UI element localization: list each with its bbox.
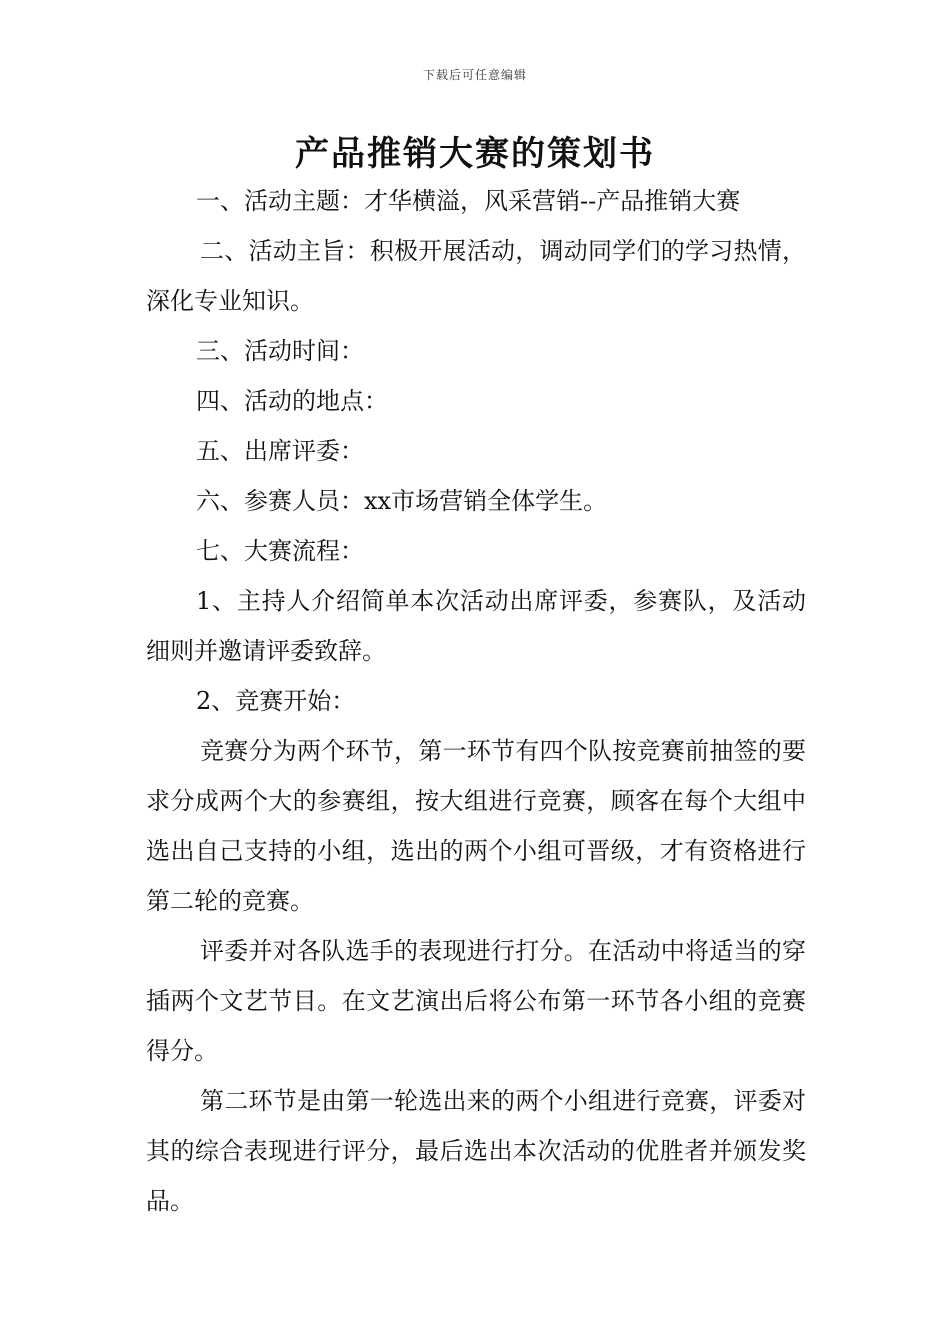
document-title: 产品推销大赛的策划书	[295, 134, 655, 174]
paragraph-location: 四、活动的地点：	[196, 387, 388, 415]
paragraph-process-heading: 七、大赛流程：	[196, 537, 364, 565]
header-note: 下载后可任意编辑	[422, 68, 527, 82]
paragraph-purpose: 二、活动主旨：积极开展活动，调动同学们的学习热情，深化专业知识。	[146, 237, 806, 315]
paragraph-step-2: 2、竞赛开始：	[196, 687, 356, 715]
paragraph-scoring: 评委并对各队选手的表现进行打分。在活动中将适当的穿插两个文艺节目。在文艺演出后将公布第一环节各小组的竞赛得分。	[146, 937, 806, 1065]
paragraph-round-1: 竞赛分为两个环节，第一环节有四个队按竞赛前抽签的要求分成两个大的参赛组，按大组进行竞赛，顾客在每个大组中选出自己支持的小组，选出的两个小组可晋级，才有资格进行第二轮的竞赛。	[146, 737, 806, 915]
paragraph-step-1: 1、主持人介绍简单本次活动出席评委，参赛队，及活动细则并邀请评委致辞。	[146, 587, 806, 665]
paragraph-judges: 五、出席评委：	[196, 437, 364, 465]
document-body	[146, 176, 806, 1226]
paragraph-theme: 一、活动主题：才华横溢，风采营销--产品推销大赛	[196, 187, 741, 215]
paragraph-round-2: 第二环节是由第一轮选出来的两个小组进行竞赛，评委对其的综合表现进行评分，最后选出本次活动的优胜者并颁发奖品。	[146, 1087, 806, 1215]
paragraph-time: 三、活动时间：	[196, 337, 364, 365]
paragraph-participants: 六、参赛人员：xx市场营销全体学生。	[196, 487, 608, 515]
